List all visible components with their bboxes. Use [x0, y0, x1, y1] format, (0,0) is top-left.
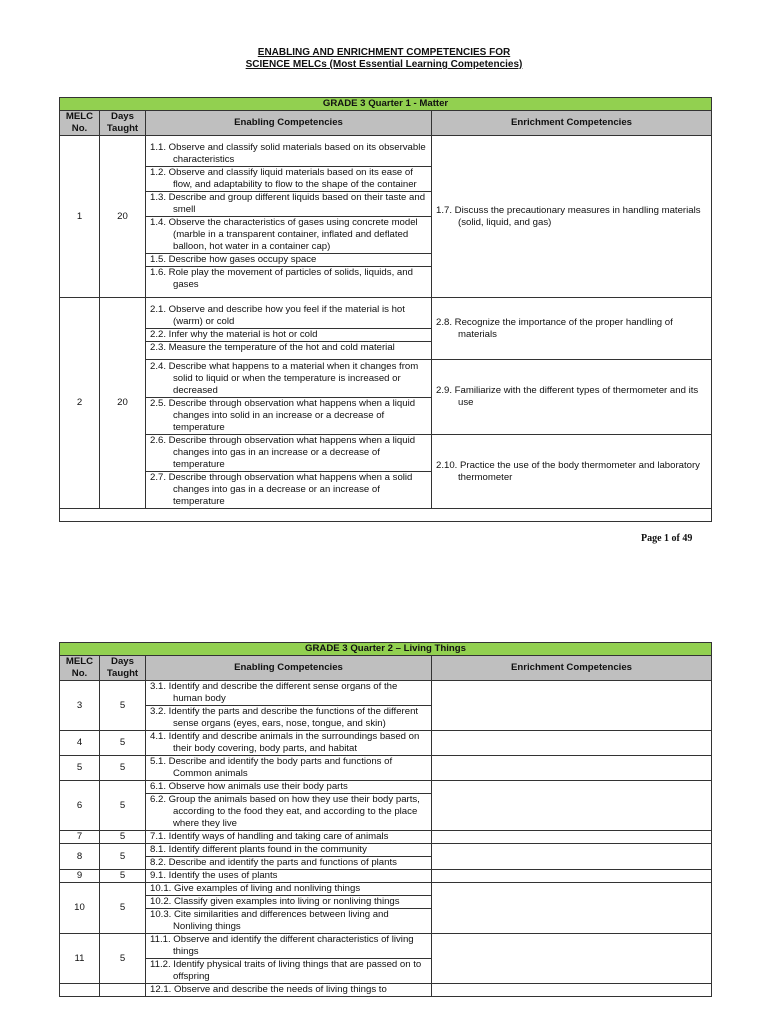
melc-number [60, 984, 100, 997]
competency-item: 3.1. Identify and describe the different sense organs of the human body [146, 681, 431, 706]
days-taught: 5 [100, 756, 146, 781]
table-row [60, 831, 712, 844]
enrichment-cell [432, 756, 712, 781]
melc-number: 3 [60, 681, 100, 731]
header-days-taught: Days Taught [100, 111, 146, 136]
days-taught: 20 [100, 136, 146, 298]
competency-item: 3.2. Identify the parts and describe the functions of the different sense organs (eyes, ears, nose, tongue, and skin) [150, 706, 419, 729]
quarter-1-title: GRADE 3 Quarter 1 - Matter [60, 98, 712, 111]
days-taught: 5 [100, 934, 146, 984]
enrichment-cell [432, 136, 712, 298]
competency-item: 1.5. Describe how gases occupy space [146, 254, 431, 267]
quarter-1-table [59, 97, 712, 522]
enrichment-item: 1.7. Discuss the precautionary measures in handling materials (solid, liquid, and gas) [436, 204, 701, 228]
header-melc-no: MELC No. [60, 111, 100, 136]
header-enrichment: Enrichment Competencies [432, 111, 712, 136]
table-row [60, 731, 712, 756]
header-days-taught: Days Taught [100, 656, 146, 681]
enrichment-cell [432, 681, 712, 731]
enabling-list [146, 360, 432, 435]
competency-item: 7.1. Identify ways of handling and taking care of animals [150, 831, 389, 842]
table-row [60, 681, 712, 731]
enabling-list [146, 781, 432, 831]
competency-item: 2.7. Describe through observation what happens when a solid changes into gas in a decrease or an increase of temperature [150, 472, 413, 507]
table-row [60, 934, 712, 984]
header-enabling: Enabling Competencies [146, 111, 432, 136]
competency-item: 1.3. Describe and group different liquids based on their taste and smell [146, 192, 431, 217]
competency-item: 8.2. Describe and identify the parts and functions of plants [150, 857, 397, 868]
melc-number: 5 [60, 756, 100, 781]
header-melc-no: MELC No. [60, 656, 100, 681]
melc-number: 6 [60, 781, 100, 831]
days-taught: 20 [100, 298, 146, 509]
days-taught: 5 [100, 681, 146, 731]
enrichment-cell [432, 435, 712, 509]
table-row [60, 984, 712, 997]
table-row [60, 844, 712, 870]
enrichment-cell [432, 844, 712, 870]
melc-number: 10 [60, 883, 100, 934]
title-line-2: SCIENCE MELCs (Most Essential Learning Competencies) [245, 59, 523, 70]
enrichment-cell [432, 831, 712, 844]
enrichment-cell [432, 883, 712, 934]
competency-item: 6.2. Group the animals based on how they use their body parts, according to the food they eat, and according to the place where they live [150, 794, 420, 829]
table-row [60, 781, 712, 831]
enrichment-cell [432, 870, 712, 883]
quarter-2-title: GRADE 3 Quarter 2 – Living Things [60, 643, 712, 656]
competency-item: 2.5. Describe through observation what happens when a liquid changes into solid in an increase or a decrease of temperature [150, 397, 416, 433]
competency-item: 8.1. Identify different plants found in the community [146, 844, 431, 857]
enabling-list [146, 870, 432, 883]
melc-number: 2 [60, 298, 100, 509]
header-enabling: Enabling Competencies [146, 656, 432, 681]
enabling-list [146, 883, 432, 934]
enabling-list [146, 831, 432, 844]
enabling-list [146, 136, 432, 298]
competency-item: 10.1. Give examples of living and nonliving things [146, 883, 431, 896]
page-number: Page 1 of 49 [641, 533, 693, 544]
enrichment-cell [432, 298, 712, 360]
days-taught: 5 [100, 870, 146, 883]
competency-item: 10.2. Classify given examples into living or nonliving things [146, 896, 431, 909]
header-enrichment: Enrichment Competencies [432, 656, 712, 681]
competency-item: 1.4. Observe the characteristics of gases using concrete model (marble in a transparent container, inflated and deflated balloon, hot water in a container cap) [146, 217, 431, 254]
competency-item: 5.1. Describe and identify the body parts and functions of Common animals [150, 756, 393, 779]
enabling-list [146, 934, 432, 984]
competency-item: 12.1. Observe and describe the needs of living things to [150, 984, 387, 995]
days-taught: 5 [100, 844, 146, 870]
enrichment-cell [432, 984, 712, 997]
enabling-list [146, 756, 432, 781]
days-taught: 5 [100, 883, 146, 934]
table-row [60, 435, 712, 509]
days-taught: 5 [100, 831, 146, 844]
enrichment-cell [432, 731, 712, 756]
competency-item: 4.1. Identify and describe animals in the surroundings based on their body covering, body parts, and habitat [150, 731, 420, 754]
enrichment-cell [432, 781, 712, 831]
days-taught: 5 [100, 731, 146, 756]
competency-item: 2.6. Describe through observation what happens when a liquid changes into gas in an increase or a decrease of temperature [146, 435, 431, 472]
melc-number: 7 [60, 831, 100, 844]
title-line-1: ENABLING AND ENRICHMENT COMPETENCIES FOR [257, 47, 511, 58]
melc-number: 11 [60, 934, 100, 984]
enabling-list [146, 298, 432, 360]
enabling-list [146, 435, 432, 509]
table-row [60, 360, 712, 435]
competency-item: 2.1. Observe and describe how you feel if the material is hot (warm) or cold [146, 304, 431, 329]
quarter-2-table [59, 642, 712, 997]
enrichment-item: 2.8. Recognize the importance of the proper handling of materials [436, 316, 673, 340]
enabling-list [146, 984, 432, 997]
competency-item: 2.3. Measure the temperature of the hot and cold material [150, 341, 395, 353]
table-row [60, 756, 712, 781]
melc-number: 1 [60, 136, 100, 298]
table-row [60, 883, 712, 934]
melc-number: 8 [60, 844, 100, 870]
enabling-list [146, 681, 432, 731]
enrichment-cell [432, 360, 712, 435]
enrichment-cell [432, 934, 712, 984]
competency-item: 2.2. Infer why the material is hot or cold [146, 329, 431, 342]
competency-item: 1.2. Observe and classify liquid materials based on its ease of flow, and adaptability to flow to the shape of the container [146, 167, 431, 192]
table-row [60, 298, 712, 360]
competency-item: 9.1. Identify the uses of plants [150, 870, 278, 881]
blank-row [60, 509, 712, 522]
enrichment-item: 2.9. Familiarize with the different types of thermometer and its use [436, 385, 699, 408]
competency-item: 11.1. Observe and identify the different characteristics of living things [146, 934, 431, 959]
competency-item: 6.1. Observe how animals use their body parts [146, 781, 431, 794]
table-row [60, 136, 712, 298]
document-title [0, 47, 768, 71]
days-taught: 5 [100, 781, 146, 831]
competency-item: 10.3. Cite similarities and differences between living and Nonliving things [150, 909, 389, 932]
competency-item: 1.1. Observe and classify solid materials based on its observable characteristics [146, 142, 431, 167]
enabling-list [146, 731, 432, 756]
table-row [60, 870, 712, 883]
enrichment-item: 2.10. Practice the use of the body thermometer and laboratory thermometer [436, 459, 700, 483]
melc-number: 9 [60, 870, 100, 883]
competency-item: 1.6. Role play the movement of particles of solids, liquids, and gases [150, 267, 413, 290]
enabling-list [146, 844, 432, 870]
melc-number: 4 [60, 731, 100, 756]
competency-item: 2.4. Describe what happens to a material when it changes from solid to liquid or when the temperature is increased or decreased [146, 361, 431, 398]
days-taught [100, 984, 146, 997]
competency-item: 11.2. Identify physical traits of living things that are passed on to offspring [150, 959, 422, 982]
